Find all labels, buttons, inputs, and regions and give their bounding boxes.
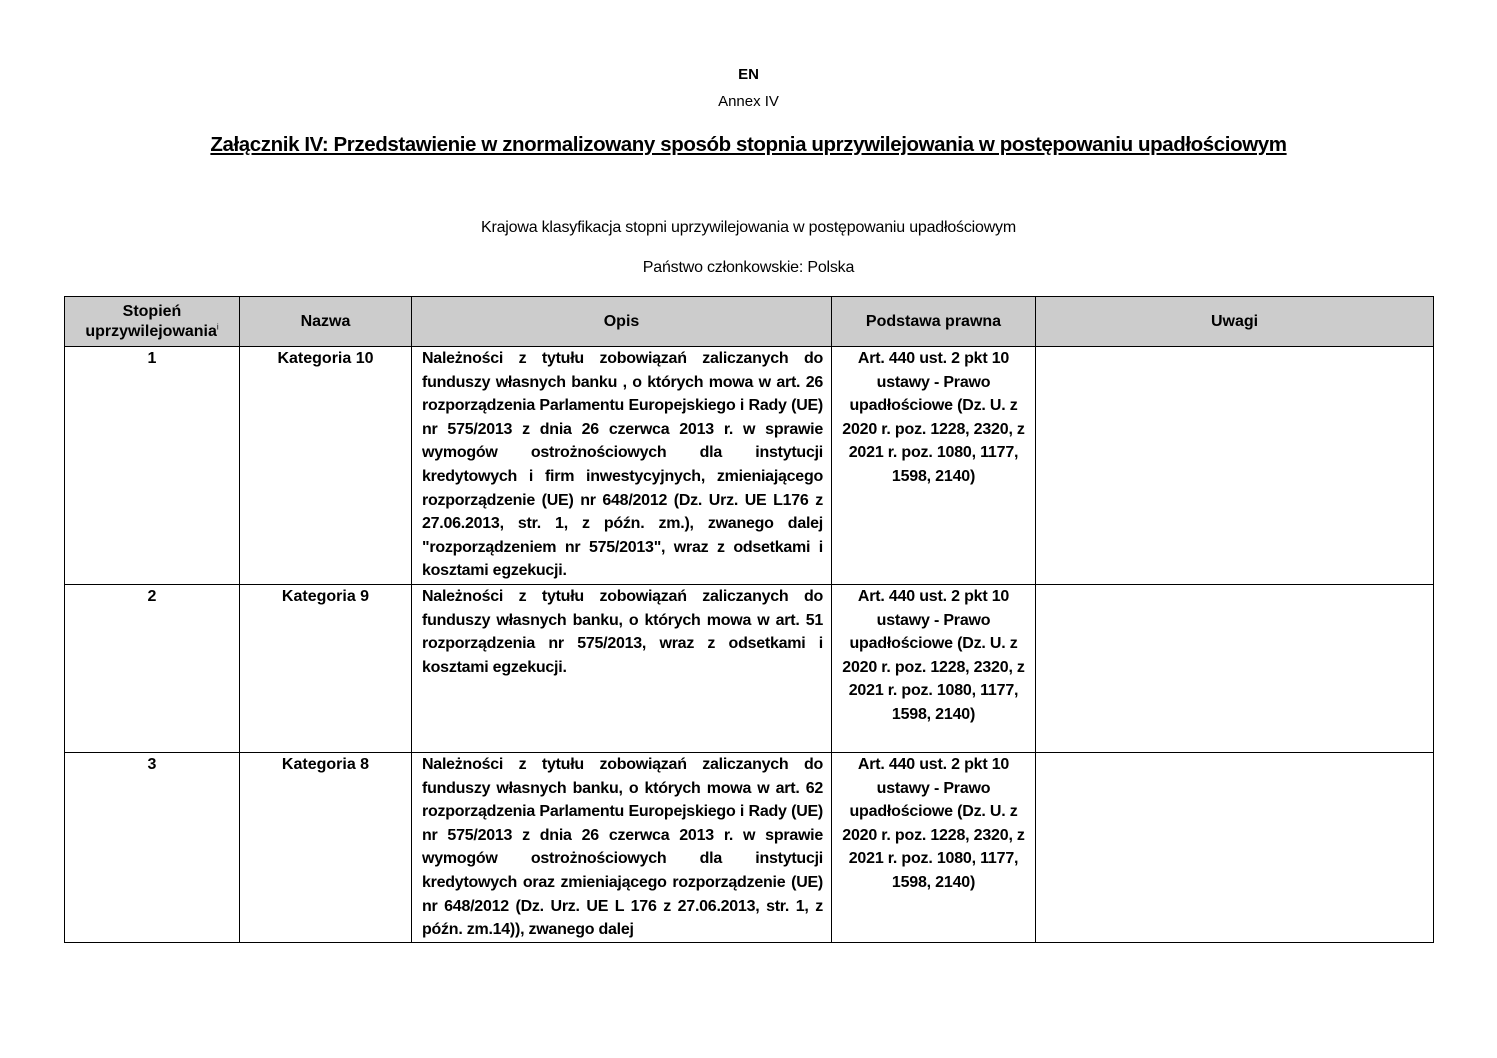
column-header-rank-label: Stopień uprzywilejowania [85, 302, 217, 340]
name-cell: Kategoria 8 [240, 753, 412, 943]
column-header-remarks: Uwagi [1036, 297, 1434, 347]
column-header-description: Opis [412, 297, 832, 347]
table-header-row [65, 297, 1434, 347]
column-header-rank [65, 297, 240, 347]
legal-basis-cell: Art. 440 ust. 2 pkt 10 ustawy - Prawo upadłościowe (Dz. U. z 2020 r. poz. 1228, 2320, z 2021 r. poz. 1080, 1177, 1598, 2140) [832, 347, 1036, 585]
remarks-cell [1036, 585, 1434, 753]
member-state: Państwo członkowskie: Polska [642, 259, 855, 276]
description-text: Należności z tytułu zobowiązań zaliczanych do funduszy własnych banku, o których mowa w art. 62 rozporządzenia Parlamentu Europejskiego i Rady (UE) nr 575/2013 z dnia 26 czerwca 2013 r. w sprawie wymogów ostrożnościowych dla instytucji kredytowych oraz zmieniającego rozporządzenie (UE) nr 648/2012 (Dz. Urz. UE L 176 z 27.06.2013, str. 1, z późn. zm.14)), zwanego dalej [422, 756, 823, 939]
description-cell [412, 753, 832, 943]
table-caption: Krajowa klasyfikacja stopni uprzywilejowania w postępowaniu upadłościowym [480, 219, 1016, 236]
column-header-legal-basis: Podstawa prawna [832, 297, 1036, 347]
table-row [65, 753, 1434, 943]
footnote-marker[interactable]: i [216, 322, 219, 332]
rank-cell: 3 [65, 753, 240, 943]
legal-basis-cell: Art. 440 ust. 2 pkt 10 ustawy - Prawo upadłościowe (Dz. U. z 2020 r. poz. 1228, 2320, z 2021 r. poz. 1080, 1177, 1598, 2140) [832, 753, 1036, 943]
remarks-cell [1036, 347, 1434, 585]
description-cell: Należności z tytułu zobowiązań zaliczanych do funduszy własnych banku, o których mowa w art. 51 rozporządzenia nr 575/2013, wraz z odsetkami i kosztami egzekucji. [412, 585, 832, 753]
ranking-table [64, 296, 1434, 943]
legal-basis-cell: Art. 440 ust. 2 pkt 10 ustawy - Prawo upadłościowe (Dz. U. z 2020 r. poz. 1228, 2320, z 2021 r. poz. 1080, 1177, 1598, 2140) [832, 585, 1036, 753]
table-row [65, 585, 1434, 753]
annex-label: Annex IV [718, 93, 779, 110]
rank-cell: 1 [65, 347, 240, 585]
name-cell: Kategoria 10 [240, 347, 412, 585]
column-header-name: Nazwa [240, 297, 412, 347]
description-cell: Należności z tytułu zobowiązań zaliczanych do funduszy własnych banku , o których mowa w art. 26 rozporządzenia Parlamentu Europejskiego i Rady (UE) nr 575/2013 z dnia 26 czerwca 2013 r. w sprawie wymogów ostrożnościowych dla instytucji kredytowych i firm inwestycyjnych, zmieniającego rozporządzenie (UE) nr 648/2012 (Dz. Urz. UE L176 z 27.06.2013, str. 1, z późn. zm.), zwanego dalej "rozporządzeniem nr 575/2013", wraz z odsetkami i kosztami egzekucji. [412, 347, 832, 585]
document-title: Załącznik IV: Przedstawienie w znormalizowany sposób stopnia uprzywilejowania w postępowaniu upadłościowym [210, 133, 1287, 156]
table-row [65, 347, 1434, 585]
remarks-cell [1036, 753, 1434, 943]
rank-cell: 2 [65, 585, 240, 753]
name-cell: Kategoria 9 [240, 585, 412, 753]
language-code: EN [738, 66, 759, 83]
